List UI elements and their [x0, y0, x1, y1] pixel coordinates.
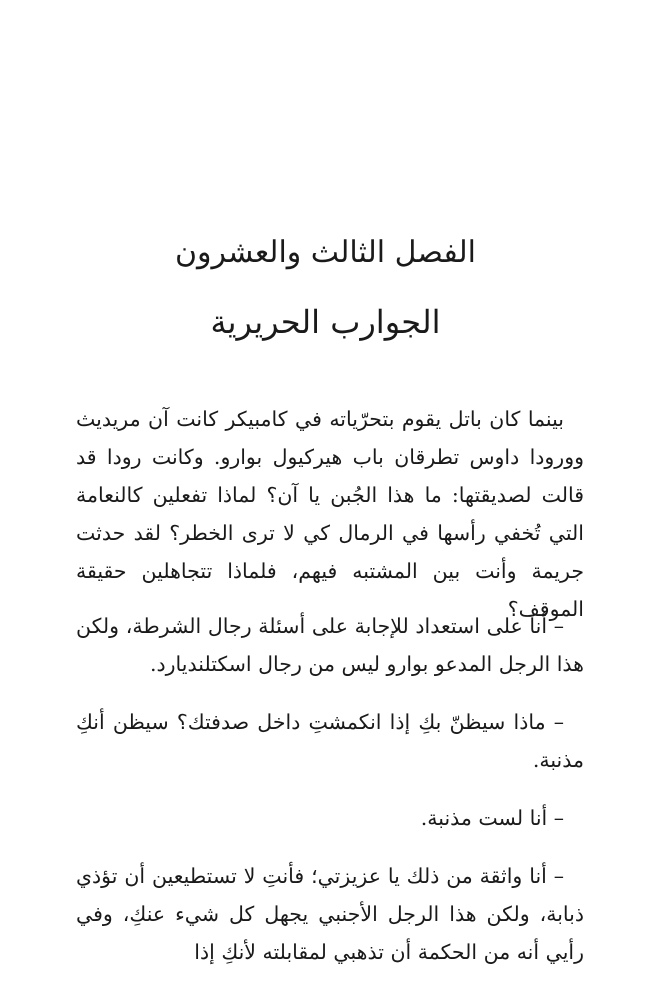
paragraph-dialogue: – أنا لست مذنبة. [420, 806, 564, 830]
paragraph-dialogue: – أنا واثقة من ذلك يا عزيزتي؛ فأنتِ لا تستطيعين أن تؤذي ذبابة، ولكن هذا الرجل الأجنبي يجهل كل شيء عنكِ، وفي رأيي أنه من الحكمة أن تذهبي لمقابلته لأنكِ إذا [76, 864, 584, 964]
paragraph-dialogue: – أنا على استعداد للإجابة على أسئلة رجال الشرطة، ولكن هذا الرجل المدعو بوارو ليس من رجال اسكتلنديارد. [76, 614, 584, 676]
chapter-number: الفصل الثالث والعشرون [175, 235, 476, 270]
paragraph-dialogue: – ماذا سيظنّ بكِ إذا انكمشتِ داخل صدفتك؟ سيظن أنكِ مذنبة. [76, 710, 584, 772]
chapter-title: الجوارب الحريرية [210, 303, 441, 341]
paragraph-narration: بينما كان باتل يقوم بتحرّياته في كامبيكر كانت آن مريديث وورودا داوس تطرقان باب هيركيول بوارو. وكانت رودا قد قالت لصديقتها: ما هذا الجُبن يا آن؟ لماذا تفعلين كالنعامة التي تُخفي رأسها في الرمال كي لا ترى الخطر؟ لقد حدثت جريمة وأنت بين المشتبه فيهم، فلماذا تتجاهلين حقيقة الموقف؟ [76, 407, 584, 621]
